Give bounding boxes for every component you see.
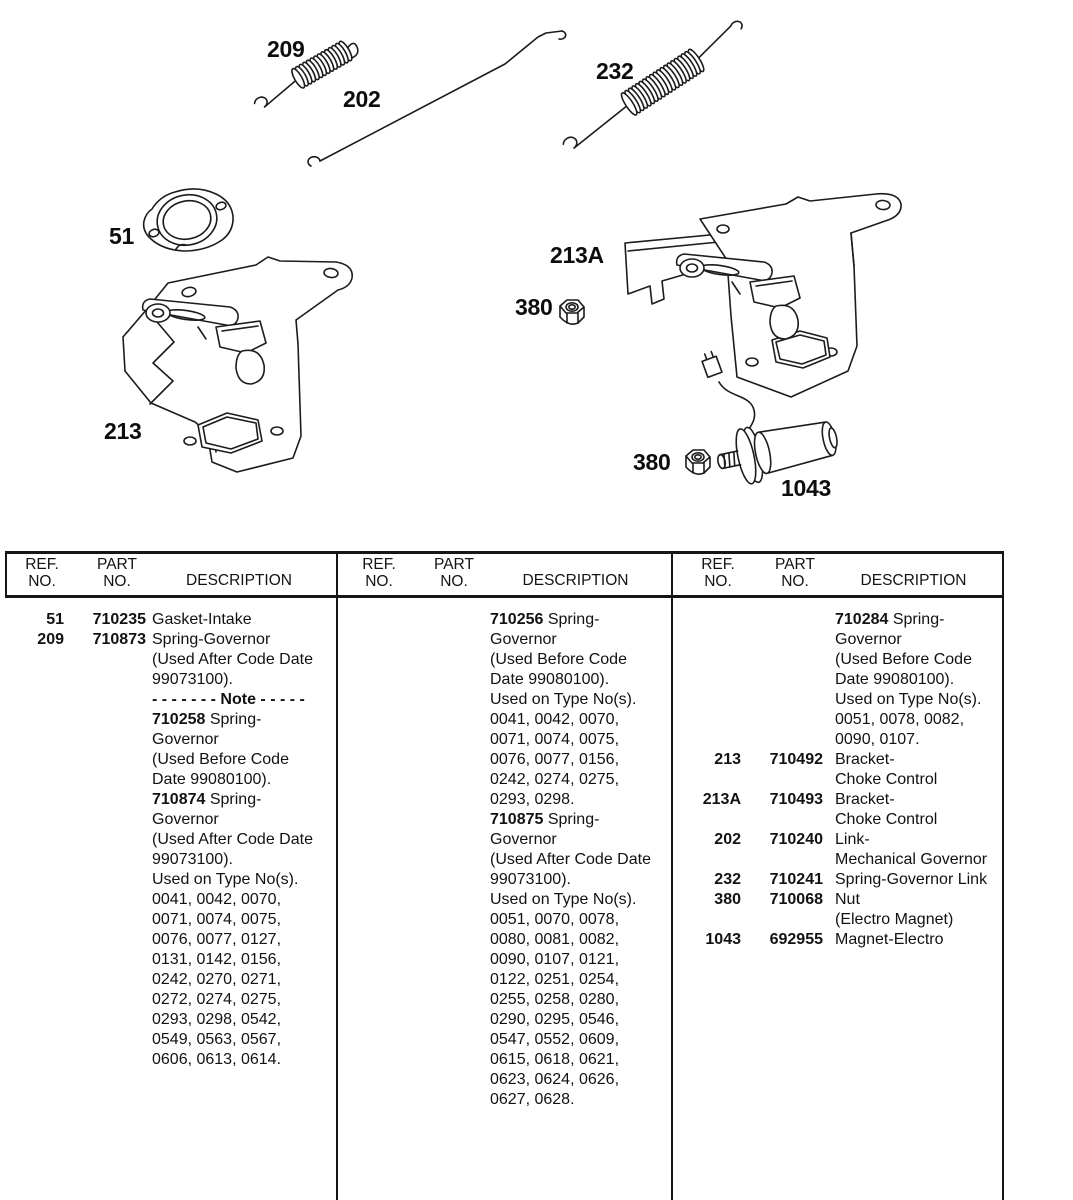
part-no-cell: 710873 <box>92 631 146 648</box>
desc-line: 0071, 0074, 0075, <box>152 911 282 928</box>
desc-line: 710256 Spring- <box>490 611 600 628</box>
ref-no-cell: 380 <box>714 891 741 908</box>
desc-line: 213 710492 Bracket- <box>672 750 1002 770</box>
desc-line: 202 710240 Link- <box>672 830 1002 850</box>
desc-line: 0076, 0077, 0127, <box>152 931 282 948</box>
desc-line: Date 99080100). <box>152 771 272 788</box>
ref-no-header-col3: NO. <box>704 573 732 590</box>
desc-line: 710874 Spring- <box>152 791 262 808</box>
desc-line: 209 710873 Spring-Governor <box>5 630 336 650</box>
desc-line: 0290, 0295, 0546, <box>490 1011 620 1028</box>
desc-line: 0131, 0142, 0156, <box>152 951 282 968</box>
part-header-col3: PART <box>775 556 815 573</box>
desc-line: 380 710068 Nut <box>672 890 1002 910</box>
desc-line: 0051, 0070, 0078, <box>490 911 620 928</box>
spring-232-drawing <box>557 18 752 157</box>
desc-line: 0122, 0251, 0254, <box>490 971 620 988</box>
desc-line: 0080, 0081, 0082, <box>490 931 620 948</box>
callout-label-1043: 1043 <box>781 475 831 501</box>
part-no-cell: 710241 <box>769 871 823 888</box>
exploded-parts-diagram <box>0 0 1073 545</box>
bracket-213A-drawing <box>625 194 901 397</box>
desc-line: Governor <box>490 631 557 648</box>
desc-line: 0041, 0042, 0070, <box>152 891 282 908</box>
part-no-cell: 710235 <box>92 611 146 628</box>
part-no-cell: 710493 <box>769 791 823 808</box>
ref-no-cell: 209 <box>37 631 64 648</box>
bracket-213-drawing <box>123 257 352 472</box>
table-right-border <box>1002 551 1004 1200</box>
desc-line: 0090, 0107, 0121, <box>490 951 620 968</box>
part-no-header-col2: NO. <box>440 573 468 590</box>
table-row <box>672 870 1002 890</box>
callout-label-380-lower: 380 <box>633 449 671 475</box>
part-no-header-col1: NO. <box>103 573 131 590</box>
desc-line: (Used After Code Date <box>490 851 651 868</box>
desc-line: (Used Before Code <box>490 651 627 668</box>
desc-line: Used on Type No(s). <box>835 691 982 708</box>
callout-label-213A: 213A <box>550 242 604 268</box>
desc-line: 99073100). <box>490 871 571 888</box>
table-row <box>672 750 1002 790</box>
table-row <box>337 610 671 1110</box>
desc-line: Used on Type No(s). <box>152 871 299 888</box>
part-header-col2: PART <box>434 556 474 573</box>
desc-line: Date 99080100). <box>490 671 610 688</box>
ref-no-header-col2: NO. <box>365 573 393 590</box>
desc-line: 0242, 0270, 0271, <box>152 971 282 988</box>
desc-line: Governor <box>835 631 902 648</box>
desc-line: (Used After Code Date <box>152 831 313 848</box>
desc-line: (Used After Code Date <box>152 651 313 668</box>
part-no-cell: 692955 <box>769 931 823 948</box>
table-column-3 <box>672 610 1002 950</box>
ref-no-cell: 51 <box>46 611 64 628</box>
ref-header-col1: REF. <box>25 556 59 573</box>
desc-line: - - - - - - - Note - - - - - <box>152 691 305 708</box>
callout-label-380-upper: 380 <box>515 294 553 320</box>
desc-line: 99073100). <box>152 851 233 868</box>
desc-line: 0051, 0078, 0082, <box>835 711 965 728</box>
desc-line: Date 99080100). <box>835 671 955 688</box>
table-header-divider <box>5 595 1003 598</box>
desc-line: Used on Type No(s). <box>490 891 637 908</box>
desc-line: 0076, 0077, 0156, <box>490 751 620 768</box>
desc-line: 0293, 0298. <box>490 791 575 808</box>
part-header-col1: PART <box>97 556 137 573</box>
desc-line: 710875 Spring- <box>490 811 600 828</box>
ref-no-header-col1: NO. <box>28 573 56 590</box>
desc-line: Governor <box>490 831 557 848</box>
ref-header-col2: REF. <box>362 556 396 573</box>
desc-line: 0549, 0563, 0567, <box>152 1031 282 1048</box>
nut-380-upper-drawing <box>560 300 584 324</box>
desc-line: 1043 692955 Magnet-Electro <box>672 930 1002 950</box>
part-no-cell: 710068 <box>769 891 823 908</box>
description-header-col2: DESCRIPTION <box>522 572 629 589</box>
callout-label-202: 202 <box>343 86 381 112</box>
desc-line: 0071, 0074, 0075, <box>490 731 620 748</box>
table-top-border <box>5 551 1003 554</box>
table-row <box>672 890 1002 930</box>
ref-no-cell: 1043 <box>705 931 741 948</box>
callout-label-213: 213 <box>104 418 142 444</box>
part-no-cell: 710492 <box>769 751 823 768</box>
ref-no-cell: 213 <box>714 751 741 768</box>
table-row <box>672 930 1002 950</box>
desc-line: 0547, 0552, 0609, <box>490 1031 620 1048</box>
desc-line: 0242, 0274, 0275, <box>490 771 620 788</box>
desc-line: Governor <box>152 731 219 748</box>
desc-line: 99073100). <box>152 671 233 688</box>
desc-line: 710284 Spring- <box>835 611 945 628</box>
desc-line: Governor <box>152 811 219 828</box>
desc-line: (Used Before Code <box>152 751 289 768</box>
desc-line: 710258 Spring- <box>152 711 262 728</box>
desc-line: 0627, 0628. <box>490 1091 575 1108</box>
callout-label-51: 51 <box>109 223 134 249</box>
callout-label-209: 209 <box>267 36 305 62</box>
desc-line: 232 710241 Spring-Governor Link <box>672 870 1002 890</box>
desc-line: Choke Control <box>835 811 938 828</box>
ref-no-cell: 213A <box>702 791 741 808</box>
desc-line: 51 710235 Gasket-Intake <box>5 610 336 630</box>
ref-no-cell: 202 <box>714 831 741 848</box>
desc-line: 0623, 0624, 0626, <box>490 1071 620 1088</box>
table-header-left-border <box>5 551 7 598</box>
table-column-1 <box>5 610 336 1070</box>
desc-line: Choke Control <box>835 771 938 788</box>
desc-line: 0615, 0618, 0621, <box>490 1051 620 1068</box>
gasket-51-drawing <box>144 189 233 251</box>
table-column-2 <box>337 610 671 1110</box>
description-header-col3: DESCRIPTION <box>860 572 967 589</box>
table-row <box>672 830 1002 870</box>
desc-line: 0041, 0042, 0070, <box>490 711 620 728</box>
desc-line: 0090, 0107. <box>835 731 920 748</box>
desc-line: (Used Before Code <box>835 651 972 668</box>
desc-line: 0255, 0258, 0280, <box>490 991 620 1008</box>
desc-line: 0606, 0613, 0614. <box>152 1051 282 1068</box>
desc-line: Used on Type No(s). <box>490 691 637 708</box>
description-header-col1: DESCRIPTION <box>186 572 292 589</box>
desc-line: 0293, 0298, 0542, <box>152 1011 282 1028</box>
nut-380-lower-drawing <box>686 450 710 474</box>
callout-label-232: 232 <box>596 58 634 84</box>
ref-header-col3: REF. <box>701 556 735 573</box>
table-row <box>672 610 1002 750</box>
table-row <box>5 630 336 1070</box>
desc-line: (Electro Magnet) <box>835 911 954 928</box>
desc-line: Mechanical Governor <box>835 851 988 868</box>
table-row <box>5 610 336 630</box>
part-no-cell: 710240 <box>769 831 823 848</box>
ref-no-cell: 232 <box>714 871 741 888</box>
desc-line: 213A 710493 Bracket- <box>672 790 1002 810</box>
table-row <box>672 790 1002 830</box>
part-no-header-col3: NO. <box>781 573 809 590</box>
desc-line: 0272, 0274, 0275, <box>152 991 282 1008</box>
